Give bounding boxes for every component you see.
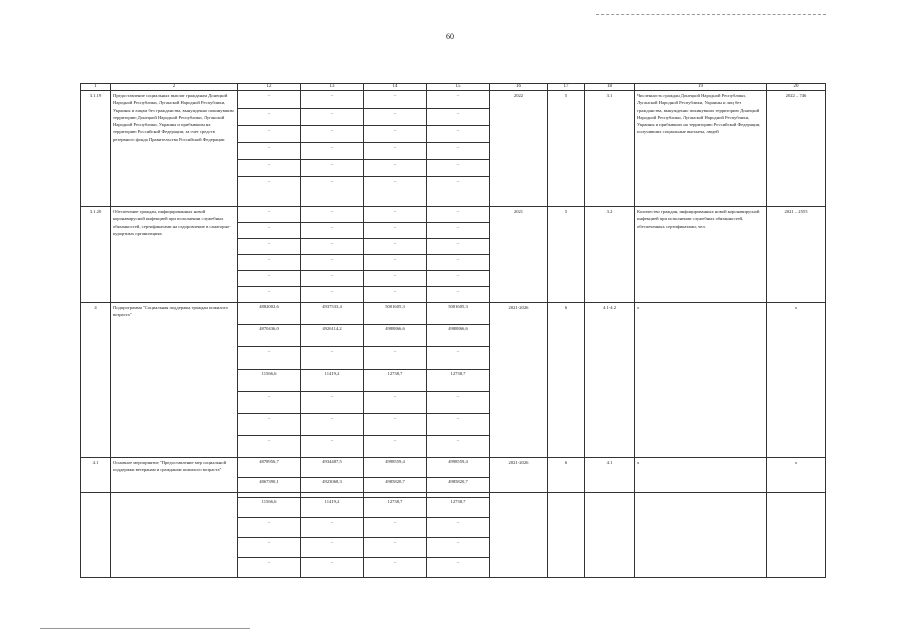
amount-cell: – [427,347,490,370]
column-header: 15 [427,84,490,91]
row-name: Основное мероприятие "Предоставление мер социальной поддержки ветеранам и гражданам пожилого возраста" [111,458,238,578]
row-name: Обеспечение граждан, инфицированных новой коронавирусной инфекцией при исполнении служебных обязанностей, сертификатами на оздоровление в санаторно-курортных организациях [111,207,238,303]
amount-cell: – [364,287,427,303]
amount-cell: – [427,109,490,126]
amount-cell: – [238,558,301,578]
program-table [80,83,826,493]
amount-cell: – [238,223,301,239]
row-number: 3.1.20 [81,207,111,303]
amount-cell: – [238,538,301,558]
indicator-number: 3.2 [585,207,635,303]
table-row [81,91,826,109]
amount-cell: – [238,91,301,109]
amount-cell: 5001605,3 [364,303,427,325]
amount-cell: – [301,255,364,271]
row-number: 3.1.19 [81,91,111,207]
amount-cell: – [364,392,427,414]
amount-cell: – [301,287,364,303]
amount-cell: – [364,239,427,255]
amount-cell: – [364,538,427,558]
period-cell: 2022 [490,91,548,207]
amount-cell: – [238,436,301,458]
amount-cell: – [301,126,364,143]
amount-cell: – [301,347,364,370]
amount-cell: 12738,7 [364,498,427,518]
amount-cell: – [238,126,301,143]
amount-cell: – [427,177,490,207]
indicator-name: x [635,303,767,458]
row-name: Подпрограмма "Социальная поддержка граждан пожилого возраста" [111,303,238,458]
amount-cell: – [364,177,427,207]
amount-cell: – [238,255,301,271]
amount-cell: – [427,392,490,414]
cell-17: 5 [548,207,585,303]
amount-cell: – [238,414,301,436]
amount-cell: – [427,287,490,303]
amount-cell: – [427,223,490,239]
amount-cell: – [238,271,301,287]
amount-cell: – [301,538,364,558]
amount-cell: – [427,126,490,143]
amount-cell: – [301,177,364,207]
amount-cell: – [427,143,490,160]
amount-cell: – [238,347,301,370]
amount-cell: 5001605,3 [427,303,490,325]
scan-line [40,628,250,629]
column-header: 12 [238,84,301,91]
indicator-name: Количество граждан, инфицированных новой коронавирусной инфекцией при исполнении служебных обязанностей, обеспеченных сертификатами, чел. [635,207,767,303]
indicator-value: x [767,458,826,578]
indicator-name: Численность граждан Донецкой Народной Республики, Луганской Народной Республики, Украины и лиц без гражданства, вынужденно покинувших территорию Донецкой Народной Республики, Луганской Народной Республики, Украины и прибывших на территорию Российской Федерации, получивших социальные выплаты, людей [635,91,767,207]
indicator-value: 2021 – 2555 [767,207,826,303]
amount-cell: 4882002,6 [238,303,301,325]
amount-cell: 12738,7 [364,370,427,392]
amount-cell: 4870436,0 [238,325,301,347]
amount-cell: – [364,255,427,271]
row-name: Предоставление социальных выплат гражданам Донецкой Народной Республики, Луганской Народной Республики, Украины и лицам без гражданства, вынужденно покинувшим территорию Донецкой Народной Республики, Луганской Народной Республики, Украины и прибывшим на территорию Российской Федерации, за счет средств резервного фонда Правительства Российской Федерации [111,91,238,207]
amount-cell: – [427,207,490,223]
amount-cell: 4937533,4 [301,303,364,325]
amount-cell: – [364,558,427,578]
amount-cell: – [301,239,364,255]
amount-cell: 4878956,7 [238,458,301,478]
amount-cell: – [364,91,427,109]
amount-cell: – [238,207,301,223]
amount-cell: 11419,2 [301,498,364,518]
amount-cell: – [301,414,364,436]
scan-line [596,14,826,15]
cell-17: 6 [548,303,585,458]
amount-cell: 11566,6 [238,498,301,518]
amount-cell: – [427,255,490,271]
column-header: 16 [490,84,548,91]
amount-cell: – [364,436,427,458]
program-table-continued [80,457,826,578]
column-header: 13 [301,84,364,91]
column-header: 17 [548,84,585,91]
amount-cell: – [301,91,364,109]
amount-cell: – [427,271,490,287]
amount-cell: – [238,160,301,177]
amount-cell: – [364,518,427,538]
amount-cell: – [238,143,301,160]
amount-cell: 11566,6 [238,370,301,392]
column-header: 18 [585,84,635,91]
amount-cell: – [301,518,364,538]
amount-cell: 4923068,3 [301,478,364,498]
header-row [81,84,826,91]
amount-cell: – [364,271,427,287]
amount-cell: – [364,126,427,143]
amount-cell: 4985820,7 [427,478,490,498]
amount-cell: – [301,392,364,414]
amount-cell: 4985820,7 [364,478,427,498]
table-row [81,207,826,223]
amount-cell: 4998559,4 [364,458,427,478]
column-header: 20 [767,84,826,91]
table-row [81,303,826,325]
indicator-number: 3.1 [585,91,635,207]
period-cell: 2021-2026 [490,303,548,458]
amount-cell: – [427,239,490,255]
amount-cell: 12738,7 [427,370,490,392]
amount-cell: 4988866,6 [427,325,490,347]
amount-cell: – [301,109,364,126]
amount-cell: 4934487,5 [301,458,364,478]
cell-17: 5 [548,91,585,207]
amount-cell: – [238,392,301,414]
amount-cell: – [238,518,301,538]
indicator-name: x [635,458,767,578]
row-number: 4 [81,303,111,458]
period-cell: 2021 [490,207,548,303]
amount-cell: 12738,7 [427,498,490,518]
amount-cell: 4998559,4 [427,458,490,478]
amount-cell: – [238,177,301,207]
indicator-value: 2022 – 746 [767,91,826,207]
amount-cell: – [301,271,364,287]
amount-cell: – [301,160,364,177]
amount-cell: – [238,239,301,255]
page-number: 60 [446,32,454,41]
column-header: 1 [81,84,111,91]
amount-cell: – [427,558,490,578]
amount-cell: – [301,558,364,578]
amount-cell: – [238,109,301,126]
column-header: 2 [111,84,238,91]
amount-cell: – [364,207,427,223]
amount-cell: – [301,143,364,160]
amount-cell: – [427,436,490,458]
amount-cell: – [364,143,427,160]
amount-cell: – [364,160,427,177]
amount-cell: 4926114,2 [301,325,364,347]
indicator-number: 4.1-4.2 [585,303,635,458]
column-header: 19 [635,84,767,91]
amount-cell: 4988866,6 [364,325,427,347]
amount-cell: – [301,436,364,458]
column-header: 14 [364,84,427,91]
amount-cell: – [427,91,490,109]
amount-cell: 4867390,1 [238,478,301,498]
amount-cell: – [427,518,490,538]
amount-cell: – [301,207,364,223]
amount-cell: – [364,414,427,436]
amount-cell: – [427,414,490,436]
amount-cell: – [301,223,364,239]
row-number: 4.1 [81,458,111,578]
amount-cell: – [427,160,490,177]
amount-cell: – [364,347,427,370]
amount-cell: – [364,109,427,126]
amount-cell: – [364,223,427,239]
amount-cell: – [427,538,490,558]
indicator-number: 4.1 [585,458,635,578]
period-cell: 2021-2026 [490,458,548,578]
amount-cell: – [238,287,301,303]
cell-17: 6 [548,458,585,578]
table-row [81,458,826,478]
indicator-value: x [767,303,826,458]
amount-cell: 11419,2 [301,370,364,392]
